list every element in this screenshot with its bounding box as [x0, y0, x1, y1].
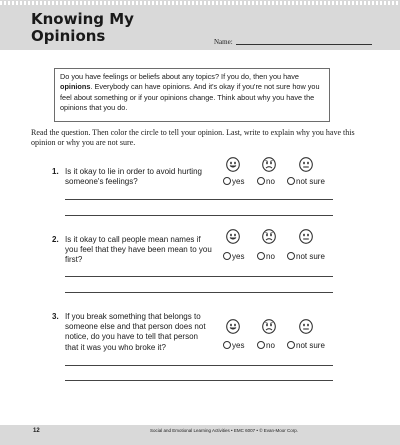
option-label: not sure — [296, 341, 325, 350]
option-yes-q1[interactable] — [223, 177, 244, 186]
bottom-deco-border — [0, 408, 400, 412]
option-label: yes — [232, 341, 245, 350]
question-1-text: Is it okay to lie in order to avoid hurting someone's feelings? — [65, 167, 202, 187]
radio-circle[interactable] — [223, 341, 231, 349]
radio-circle[interactable] — [257, 341, 265, 349]
instructions: Read the question. Then color the circle to tell your opinion. Last, write to explain why you have this opinion or why you are not sure. — [31, 128, 355, 147]
answer-line-2a[interactable] — [65, 276, 333, 277]
title-line-2: Opinions — [31, 27, 106, 45]
answer-line-1b[interactable] — [65, 215, 333, 216]
option-label: no — [266, 252, 275, 261]
answer-line-2b[interactable] — [65, 292, 333, 293]
option-not-sure-q2[interactable] — [287, 252, 325, 261]
option-label: not sure — [296, 252, 325, 261]
radio-circle[interactable] — [287, 252, 295, 260]
radio-circle[interactable] — [287, 341, 295, 349]
page-number: 12 — [33, 428, 40, 434]
happy-face-icon — [226, 319, 240, 334]
neutral-face-icon — [299, 319, 313, 334]
option-yes-q2[interactable] — [223, 252, 244, 261]
sad-face-icon — [262, 319, 276, 334]
option-no-q3[interactable] — [257, 341, 275, 350]
option-yes-q3[interactable] — [223, 341, 244, 350]
radio-circle[interactable] — [257, 177, 265, 185]
question-2-number: 2. — [52, 235, 59, 244]
answer-line-1a[interactable] — [65, 199, 333, 200]
option-label: yes — [232, 252, 245, 261]
radio-circle[interactable] — [223, 252, 231, 260]
option-label: not sure — [296, 177, 325, 186]
radio-circle[interactable] — [287, 177, 295, 185]
question-1-number: 1. — [52, 167, 59, 176]
name-label: Name: — [214, 38, 233, 46]
top-deco-border — [0, 1, 400, 5]
answer-line-3b[interactable] — [65, 380, 333, 381]
radio-circle[interactable] — [257, 252, 265, 260]
option-label: yes — [232, 177, 245, 186]
option-label: no — [266, 341, 275, 350]
intro-part-1: Do you have feelings or beliefs about any topics? If you do, then you have — [60, 72, 299, 81]
radio-circle[interactable] — [223, 177, 231, 185]
sad-face-icon — [262, 229, 276, 244]
footer-credit: Social and Emotional Learning Activities • EMC 6007 • © Evan-Moor Corp. — [150, 428, 299, 433]
happy-face-icon — [226, 157, 240, 172]
option-label: no — [266, 177, 275, 186]
neutral-face-icon — [299, 157, 313, 172]
happy-face-icon — [226, 229, 240, 244]
name-field[interactable] — [236, 44, 372, 45]
intro-text — [60, 72, 328, 113]
option-not-sure-q1[interactable] — [287, 177, 325, 186]
option-no-q1[interactable] — [257, 177, 275, 186]
sad-face-icon — [262, 157, 276, 172]
option-no-q2[interactable] — [257, 252, 275, 261]
intro-part-2: . Everybody can have opinions. And it's okay if you're not sure how you feel about something or if your opinions change. Think about why you have the opinions that you do. — [60, 82, 320, 112]
neutral-face-icon — [299, 229, 313, 244]
answer-line-3a[interactable] — [65, 365, 333, 366]
question-3-number: 3. — [52, 312, 59, 321]
title-line-1: Knowing My — [31, 10, 134, 28]
page-title — [31, 11, 134, 45]
intro-bold-word: opinions — [60, 82, 91, 92]
option-not-sure-q3[interactable] — [287, 341, 325, 350]
question-3-text: If you break something that belongs to someone else and that person does not notice, do you have to tell that person that it was you who broke it? — [65, 312, 206, 352]
question-2-text: Is it okay to call people mean names if you feel that they have been mean to you first? — [65, 235, 212, 265]
